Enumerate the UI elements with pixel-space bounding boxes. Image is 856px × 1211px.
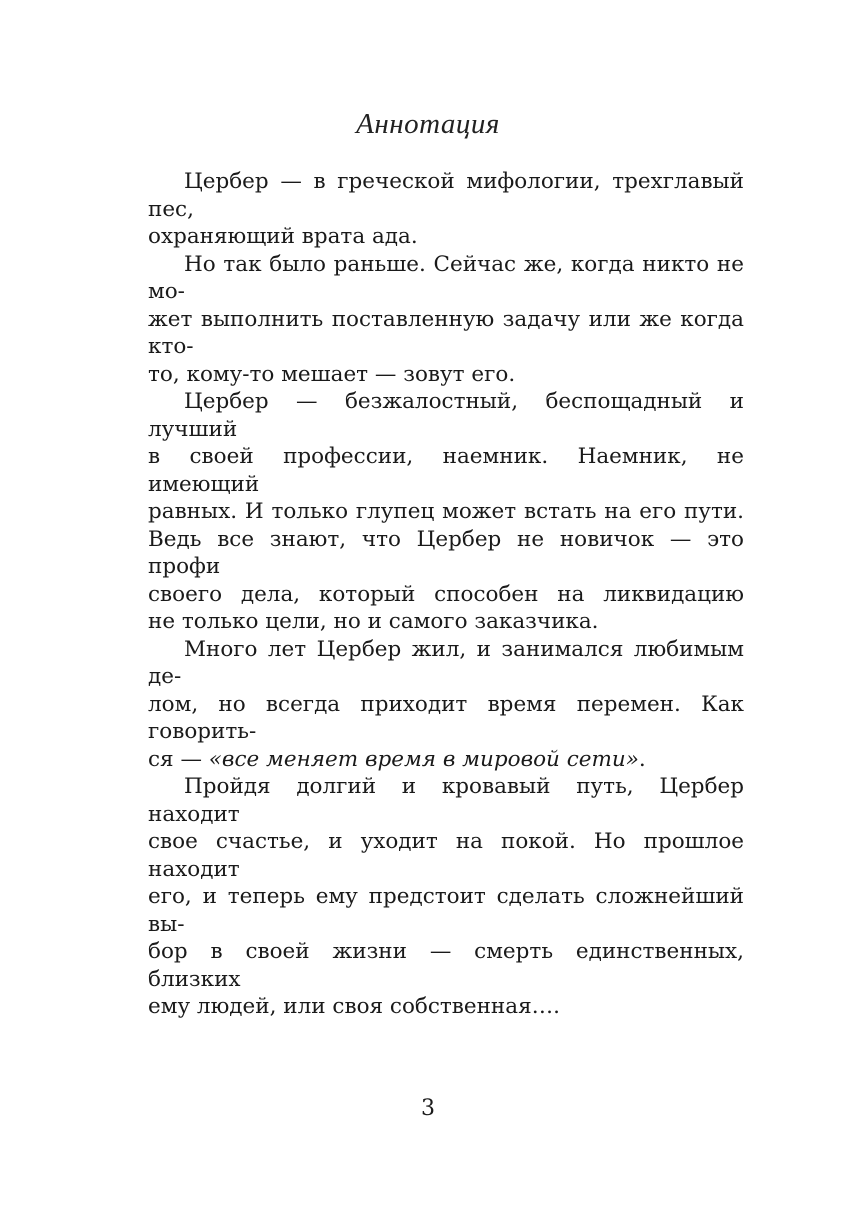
- text-line: ему людей, или своя собственная….: [148, 994, 560, 1019]
- text-line: не только цели, но и самого заказчика.: [148, 609, 599, 634]
- text-line: то, кому-то мешает — зовут его.: [148, 361, 516, 387]
- quote-prefix: ся —: [148, 746, 209, 772]
- paragraph-4: [148, 636, 744, 774]
- text-line: Цербер — в греческой мифологии, трехглавый пес,: [148, 169, 744, 222]
- text-line: Но так было раньше. Сейчас же, когда никто не мо-: [148, 251, 744, 304]
- annotation-text: [148, 168, 744, 1021]
- paragraph-1: [148, 168, 744, 251]
- text-line-with-quote: [148, 746, 744, 774]
- text-line: Ведь все знают, что Цербер не новичок — это профи: [148, 526, 744, 579]
- text-line: Пройдя долгий и кровавый путь, Цербер находит: [148, 774, 744, 827]
- text-line: его, и теперь ему предстоит сделать сложнейший вы-: [148, 884, 744, 937]
- text-line: охраняющий врата ада.: [148, 224, 418, 249]
- paragraph-3: [148, 388, 744, 636]
- quote-suffix: .: [638, 746, 646, 772]
- text-line: Цербер — безжалостный, беспощадный и лучший: [148, 389, 744, 442]
- text-line: Много лет Цербер жил, и занимался любимым де-: [148, 636, 744, 689]
- text-line: в своей профессии, наемник. Наемник, не имеющий: [148, 444, 744, 497]
- italic-quote: «все меняет время в мировой сети»: [208, 746, 639, 772]
- paragraph-5: [148, 773, 744, 1021]
- text-line: своего дела, который способен на ликвидацию: [148, 581, 744, 607]
- page-title: Аннотация: [356, 108, 500, 140]
- text-line: лом, но всегда приходит время перемен. Как говорить-: [148, 691, 744, 744]
- text-line: бор в своей жизни — смерть единственных, близких: [148, 939, 744, 992]
- page-number: 3: [421, 1096, 435, 1121]
- text-line: жет выполнить поставленную задачу или же когда кто-: [148, 306, 744, 359]
- text-line: свое счастье, и уходит на покой. Но прошлое находит: [148, 829, 744, 882]
- text-line: равных. И только глупец может встать на его пути.: [148, 499, 744, 524]
- paragraph-2: [148, 251, 744, 389]
